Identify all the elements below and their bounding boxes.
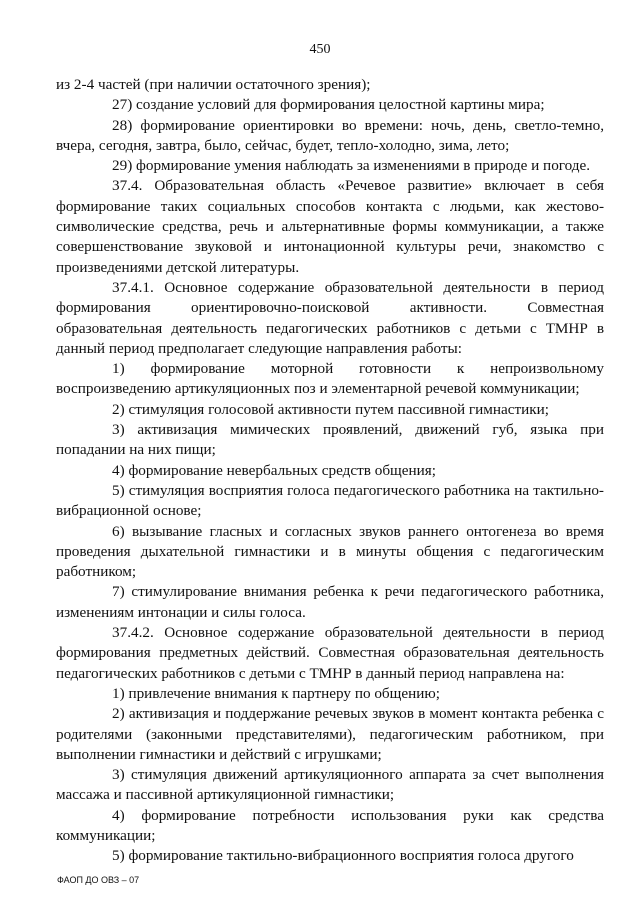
paragraph: 29) формирование умения наблюдать за изменениями в природе и погоде. xyxy=(112,157,591,175)
page-number: 450 xyxy=(309,42,331,57)
paragraph: 37.4.2. Основное содержание образовательной деятельности в период формирования предметных действий. Совместная образовательная деятельность педагогических работников с детьми с ТМНР в данный период направлена на: xyxy=(56,624,604,682)
list-item: 3) стимуляция движений артикуляционного аппарата за счет выполнения массажа и пассивной артикуляционной гимнастики; xyxy=(56,766,604,804)
paragraph: 37.4.1. Основное содержание образовательной деятельности в период формирования ориентировочно-поисковой активности. Совместная образовательная деятельность педагогических работников с детьми с ТМНР в данный период предполагает следующие направления работы: xyxy=(56,278,604,357)
list-item: 6) вызывание гласных и согласных звуков раннего онтогенеза во время проведения дыхательной гимнастики и в минуты общения с педагогическим работником; xyxy=(56,522,604,581)
footer-code: ФАОП ДО ОВЗ – 07 xyxy=(57,875,140,885)
paragraph: 27) создание условий для формирования целостной картины мира; xyxy=(112,96,545,114)
document-body xyxy=(56,75,604,867)
list-item: 5) стимуляция восприятия голоса педагогического работника на тактильно-вибрационной основе; xyxy=(56,481,604,520)
list-item: 3) активизация мимических проявлений, движений губ, языка при попадании на них пищи; xyxy=(56,421,604,459)
list-item: 2) стимуляция голосовой активности путем пассивной гимнастики; xyxy=(112,400,549,418)
list-item: 4) формирование потребности использования руки как средства коммуникации; xyxy=(56,806,604,844)
list-item: 2) активизация и поддержание речевых звуков в момент контакта ребенка с родителями (законными представителями), педагогическим работником, при выполнении гимнастики и действий с игрушками; xyxy=(56,705,604,763)
list-item: 7) стимулирование внимания ребенка к речи педагогического работника, изменениям интонации и силы голоса. xyxy=(56,583,604,621)
list-item: 5) формирование тактильно-вибрационного восприятия голоса другого xyxy=(112,847,574,865)
paragraph: 37.4. Образовательная область «Речевое развитие» включает в себя формирование таких социальных способов контакта с людьми, как жестово-символические средства, речь и альтернативные формы коммуникации, а также совершенствование звуковой и интонационной культуры речи, знакомство с произведениями детской литературы. xyxy=(56,177,604,276)
list-item: 4) формирование невербальных средств общения; xyxy=(112,461,436,479)
paragraph: 28) формирование ориентировки во времени: ночь, день, светло-темно, вчера, сегодня, завтра, было, сейчас, будет, тепло-холодно, зима, лето; xyxy=(56,116,604,154)
list-item: 1) привлечение внимания к партнеру по общению; xyxy=(112,684,440,702)
paragraph: из 2-4 частей (при наличии остаточного зрения); xyxy=(56,76,371,93)
list-item: 1) формирование моторной готовности к непроизвольному воспроизведению артикуляционных поз и элементарной речевой коммуникации; xyxy=(56,360,604,398)
